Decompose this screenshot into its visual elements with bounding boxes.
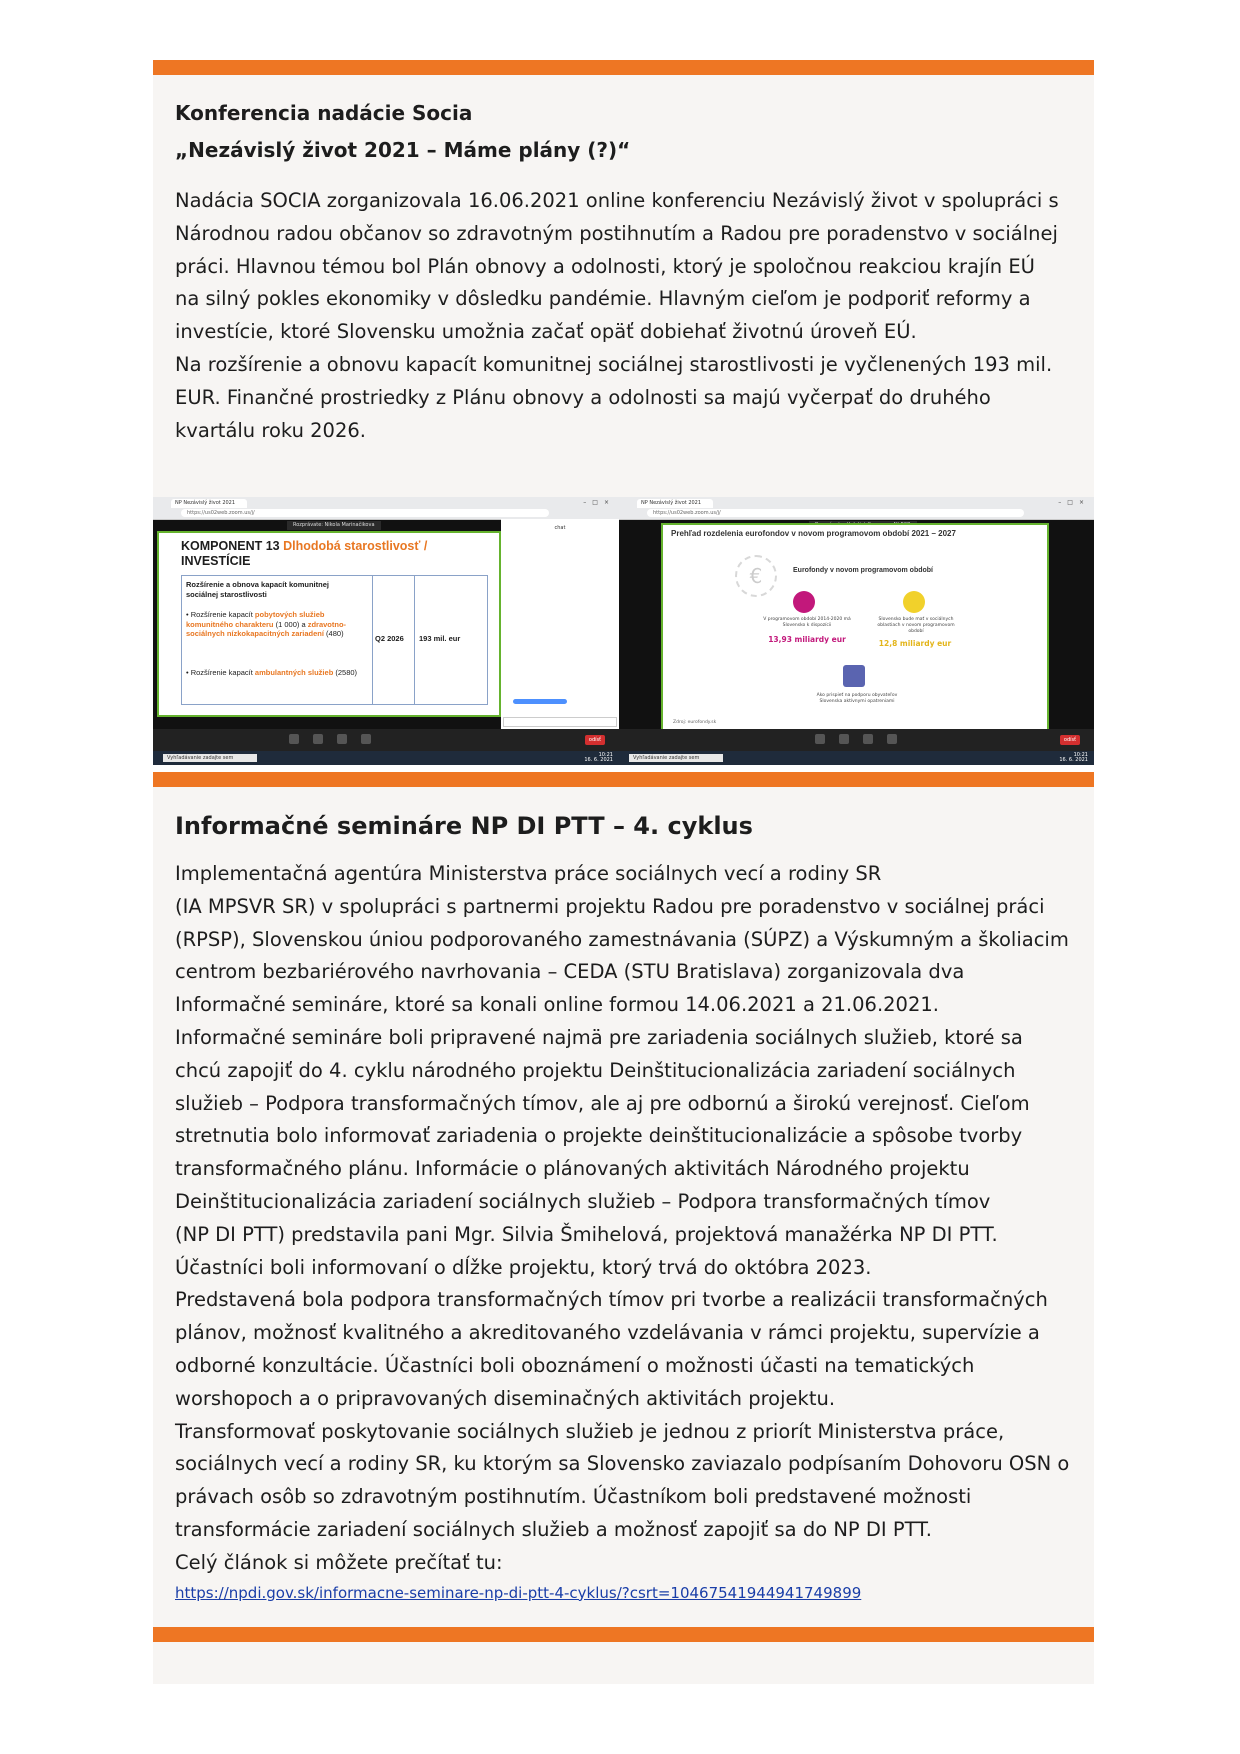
mic-icon[interactable] — [815, 734, 825, 744]
orange-divider-top — [153, 60, 1094, 75]
more-icon[interactable] — [361, 734, 371, 744]
table-date: Q2 2026 — [375, 634, 404, 643]
speaker-label: Rozprávate: Nikola Marinačikova — [287, 521, 381, 530]
screenshot-zoom-left — [153, 497, 619, 765]
table-row-header: Rozšírenie a obnova kapacít komunitnej sociálnej starostlivosti — [186, 580, 329, 599]
browser-chrome — [153, 497, 619, 520]
meeting-controls — [619, 729, 1094, 751]
slide-heading-line2: INVESTÍCIE — [181, 554, 251, 568]
address-bar: https://us02web.zoom.us/j/ — [647, 509, 1024, 517]
right-text: Slovensko bude mať v sociálnych oblastiach v novom programovom období — [877, 617, 955, 634]
seminars-title: Informačné semináre NP DI PTT – 4. cyklus — [175, 812, 753, 840]
conference-title: Konferencia nadácie Socia — [175, 101, 473, 125]
bullet1-count: (1 000) a — [273, 619, 308, 629]
taskbar-search[interactable]: Vyhľadávanie zadajte sem — [629, 754, 723, 762]
video-icon[interactable] — [313, 734, 323, 744]
table-amount: 193 mil. eur — [419, 634, 461, 643]
slide-eurofondy — [661, 523, 1049, 731]
leave-button[interactable]: odísť — [1060, 735, 1080, 745]
clock-date: 16. 6. 2021 — [1059, 757, 1088, 763]
participants-icon[interactable] — [337, 734, 347, 744]
browser-tab: NP Nezávislý život 2021 — [637, 499, 713, 508]
lightbulb-icon — [903, 591, 925, 613]
orange-divider-middle — [153, 772, 1094, 787]
section-conference-card — [153, 75, 1094, 497]
participants-icon[interactable] — [863, 734, 873, 744]
clock-time: 10:21 — [1073, 752, 1088, 758]
left-amount: 13,93 miliardy eur — [768, 635, 846, 644]
section-seminars-card — [153, 787, 1094, 1627]
address-bar: https://us02web.zoom.us/j/ — [181, 509, 549, 517]
more-icon[interactable] — [887, 734, 897, 744]
slide-heading: KOMPONENT 13 — [181, 539, 284, 553]
slide-footer: Zdroj: eurofondy.sk — [673, 720, 717, 725]
browser-tab: NP Nezávislý život 2021 — [171, 499, 247, 508]
window-controls-icon: –□× — [583, 499, 615, 506]
screenshot-zoom-right — [619, 497, 1094, 765]
bullet1-count2: (480) — [323, 629, 344, 638]
chat-input[interactable] — [503, 717, 617, 727]
window-controls-icon: –□× — [1058, 499, 1090, 506]
bullet1-text: Rozšírenie kapacít — [190, 610, 255, 619]
chat-pane — [501, 519, 619, 729]
taskbar-clock — [1059, 753, 1088, 763]
slide-heading-accent: Dlhodobá starostlivosť / — [283, 539, 428, 553]
slide-title: Prehľad rozdelenia eurofondov v novom programovom období 2021 – 2027 — [671, 529, 956, 538]
people-icon — [843, 665, 865, 687]
bullet2-count: (2580) — [333, 668, 358, 677]
taskbar — [619, 751, 1094, 765]
chat-header: chat — [554, 525, 566, 531]
right-amount: 12,8 miliardy eur — [878, 639, 952, 648]
video-icon[interactable] — [839, 734, 849, 744]
bullet2-accent: ambulantných služieb — [254, 668, 334, 677]
article-link[interactable]: https://npdi.gov.sk/informacne-seminare-np-di-ptt-4-cyklus/?csrt=10467541944941749899 — [175, 1583, 862, 1602]
slide-table: Rozšírenie a obnova kapacít komunitnej sociálnej starostlivosti • Rozšírenie kapacít pobytových služieb komunitného charakteru (1 000) a zdravotno-sociálnych nízkokapacitných zariadení (480) • Rozšírenie kapacít ambulantných služieb (2580) Q2 2026 193 mil. eur — [181, 575, 488, 705]
bullet2-text: Rozšírenie kapacít — [190, 668, 255, 677]
browser-chrome — [619, 497, 1094, 520]
conference-paragraph: Nadácia SOCIA zorganizovala 16.06.2021 online konferenciu Nezávislý život v spolupráci s Národnou radou občanov so zdravotným postihnutím a Radou pre poradenstvo v sociálnej práci. Hlavnou témou bol Plán obnovy a odolnosti, ktorý je spoločnou reakciou krajín EÚ na silný pokles ekonomiky v dôsledku pandémie. Hlavným cieľom je podporiť reformy a investície, ktoré Slovensku umožnia začať opäť dobiehať životnú úroveň EÚ. Na rozšírenie a obnovu kapacít komunitnej sociálnej starostlivosti je vyčlenených 193 mil. EUR. Finančné prostriedky z Plánu obnovy a odolnosti sa majú vyčerpať do druhého kvartálu roku 2026. — [175, 189, 1059, 442]
clock-date: 16. 6. 2021 — [584, 757, 613, 763]
bullet1-accent2: zdravotno-sociálnych nízkokapacitných zariadení — [186, 619, 347, 638]
chat-message — [513, 699, 567, 704]
footer-card — [153, 1642, 1094, 1684]
taskbar — [153, 751, 619, 765]
seminars-paragraph: Implementačná agentúra Ministerstva práce sociálnych vecí a rodiny SR (IA MPSVR SR) v spolupráci s partnermi projektu Radou pre poradenstvo v sociálnej práci (RPSP), Slovenskou úniou podporovaného zamestnávania (SÚPZ) a Výskumným a školiacim centrom bezbariérového navrhovania – CEDA (STU Bratislava) zorganizovala dva Informačné semináre, ktoré sa konali online formou 14.06.2021 a 21.06.2021. Informačné semináre boli pripravené najmä pre zariadenia sociálnych služieb, ktoré sa chcú zapojiť do 4. cyklu národného projektu Deinštitucionalizácia zariadení sociálnych služieb – Podpora transformačných tímov, ale aj pre odbornú a širokú verejnosť. Cieľom stretnutia bolo informovať zariadenia o projekte deinštitucionalizácie a spôsobe tvorby transformačného plánu. Informácie o plánovaných aktivitách Národného projektu Deinštitucionalizácia zariadení sociálnych služieb – Podpora transformačných tímov (NP DI PTT) predstavila pani Mgr. Silvia Šmihelová, projektová manažérka NP DI PTT. Účastníci boli informovaní o dĺžke projektu, ktorý trvá do októbra 2023. Predstavená bola podpora transformačných tímov pri tvorbe a realizácii transformačných plánov, možnosť kvalitného a akreditovaného vzdelávania v rámci projektu, supervízie a odborné konzultácie. Účastníci boli oboznámení o možnosti účasti na tematických worshopoch a o pripravovaných diseminačných aktivitách projektu. Transformovať poskytovanie sociálnych služieb je jednou z priorít Ministerstva práce, sociálnych vecí a rodiny SR, ku ktorým sa Slovensko zaviazalo podpísaním Dohovoru OSN o právach osôb so zdravotným postihnutím. Účastníkom boli predstavené možnosti transformácie zariadení sociálnych služieb a možnosť zapojiť sa do NP DI PTT. Celý článok si môžete prečítať tu: — [175, 862, 1070, 1574]
slide-komponent — [157, 531, 501, 717]
taskbar-search[interactable]: Vyhľadávanie zadajte sem — [163, 754, 257, 762]
left-text: V programovom období 2014-2020 má Slovensko k dispozícii — [763, 617, 851, 628]
meeting-controls — [153, 729, 619, 751]
euro-icon: € — [735, 555, 777, 597]
bullet1-accent: pobytových služieb komunitného charakteru — [186, 610, 325, 629]
bottom-text: Ako prispieť na podporu obyvateľov Slovenska aktívnymi opatreniami — [816, 693, 898, 704]
taskbar-clock — [584, 753, 613, 763]
eurofondy-subtitle: Eurofondy v novom programovom období — [793, 567, 933, 574]
mic-icon[interactable] — [289, 734, 299, 744]
orange-divider-bottom — [153, 1627, 1094, 1642]
piggy-bank-icon — [793, 591, 815, 613]
clock-time: 10:21 — [598, 752, 613, 758]
conference-subtitle: „Nezávislý život 2021 – Máme plány (?)“ — [175, 138, 631, 162]
leave-button[interactable]: odísť — [585, 735, 605, 745]
